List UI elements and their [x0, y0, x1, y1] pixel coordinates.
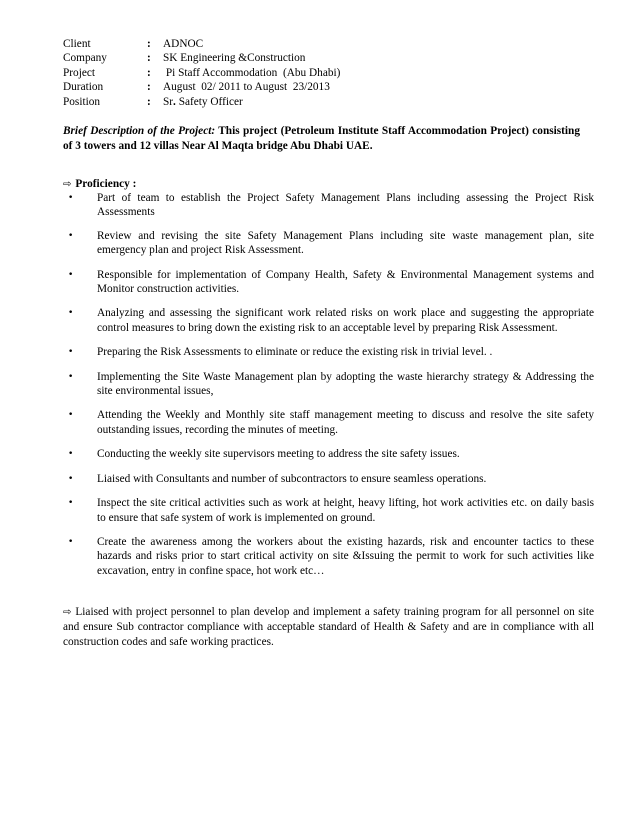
info-label: Project [63, 66, 95, 79]
info-row-company [63, 51, 583, 65]
list-item [63, 447, 594, 461]
info-colon: : [147, 52, 151, 65]
list-item-text: Inspect the site critical activities such as work at height, heavy lifting, hot work activities etc. on daily basis to ensure that safe system of work is implemented on ground. [97, 497, 594, 524]
info-row-client [63, 37, 583, 51]
info-colon: : [147, 38, 151, 50]
list-item-text: Responsible for implementation of Company Health, Safety & Environmental Management systems and Monitor construction activities. [97, 268, 594, 296]
closing-paragraph [63, 605, 594, 649]
list-item [63, 229, 594, 258]
bullet-icon: • [68, 269, 74, 280]
info-colon: : [147, 95, 151, 108]
proficiency-heading-text: Proficiency : [75, 178, 137, 190]
info-row-project [63, 66, 583, 80]
info-label: Position [63, 95, 101, 108]
list-item [63, 408, 594, 437]
bullet-icon: • [68, 371, 74, 382]
list-item-text: Create the awareness among the workers about the existing hazards, risk and encounter tactics to these hazards and risks prior to start critical activity on site &Issuing the permit to work for such activities like excavation, entry in confine space, hot work etc… [97, 535, 594, 577]
project-info-block [63, 37, 583, 109]
list-item-text: Part of team to establish the Project Safety Management Plans including assessing the Project Risk Assessments [97, 192, 594, 219]
project-description [63, 124, 580, 153]
info-value: August 02/ 2011 to August 23/2013 [163, 81, 330, 94]
info-label: Client [63, 38, 91, 50]
list-item-text: Attending the Weekly and Monthly site staff management meeting to discuss and resolve the site safety outstanding issues, recording the minutes of meeting. [97, 409, 594, 436]
info-value [163, 95, 243, 109]
description-title: Brief Description of the Project: [63, 125, 216, 137]
list-item-text: Conducting the weekly site supervisors meeting to address the site safety issues. [97, 448, 460, 461]
info-label: Duration [63, 81, 104, 94]
bullet-icon: • [68, 410, 74, 421]
position-suffix: Safety Officer [175, 95, 243, 108]
list-item [63, 496, 594, 525]
bullet-icon: • [68, 498, 74, 509]
arrow-right-icon: ⇨ [63, 179, 72, 190]
list-item-text: Preparing the Risk Assessments to eliminate or reduce the existing risk in trivial level. . [97, 346, 493, 359]
list-item [63, 370, 594, 399]
info-colon: : [147, 81, 151, 94]
list-item [63, 191, 594, 220]
info-row-duration [63, 80, 583, 94]
list-item [63, 535, 594, 578]
info-value: Pi Staff Accommodation (Abu Dhabi) [163, 66, 341, 79]
info-row-position [63, 95, 583, 109]
list-item [63, 268, 594, 297]
list-item [63, 345, 594, 359]
bullet-icon: • [68, 308, 74, 319]
info-label: Company [63, 52, 107, 65]
bullet-icon: • [68, 230, 74, 241]
description-text: This project (Petroleum Institute Staff Accommodation Project) consisting of 3 towers and 12 villas Near Al Maqta bridge Abu Dhabi UAE. [63, 125, 580, 152]
proficiency-heading [63, 177, 136, 192]
list-item-text: Review and revising the site Safety Management Plans including site waste management plan, site emergency plan and project Risk Assessment. [97, 229, 594, 257]
list-item [63, 306, 594, 335]
info-value: ADNOC [163, 38, 204, 50]
info-colon: : [147, 66, 151, 79]
list-item-text: Liaised with Consultants and number of subcontractors to ensure seamless operations. [97, 472, 487, 485]
info-value: SK Engineering &Construction [163, 52, 306, 65]
list-item-text: Implementing the Site Waste Management plan by adopting the waste hierarchy strategy & Addressing the site environmental issues, [97, 370, 594, 398]
closing-paragraph-text: Liaised with project personnel to plan develop and implement a safety training program for all personnel on site and ensure Sub contractor compliance with acceptable standard of Health & Safety and are in compliance with all construction codes and safe working practices. [63, 606, 594, 648]
proficiency-list [63, 191, 594, 578]
arrow-right-icon: ⇨ [63, 607, 72, 618]
bullet-icon: • [68, 473, 74, 484]
bullet-icon: • [68, 449, 74, 460]
bullet-icon: • [68, 347, 74, 358]
list-item [63, 472, 594, 486]
bullet-icon: • [68, 536, 74, 547]
position-prefix: Sr [163, 95, 174, 108]
bullet-icon: • [68, 193, 74, 203]
position-dot: . [173, 95, 176, 108]
list-item-text: Analyzing and assessing the significant work related risks on work place and suggesting the appropriate control measures to bring down the existing risk to an acceptable level by preparing Risk Assessment. [97, 307, 594, 334]
